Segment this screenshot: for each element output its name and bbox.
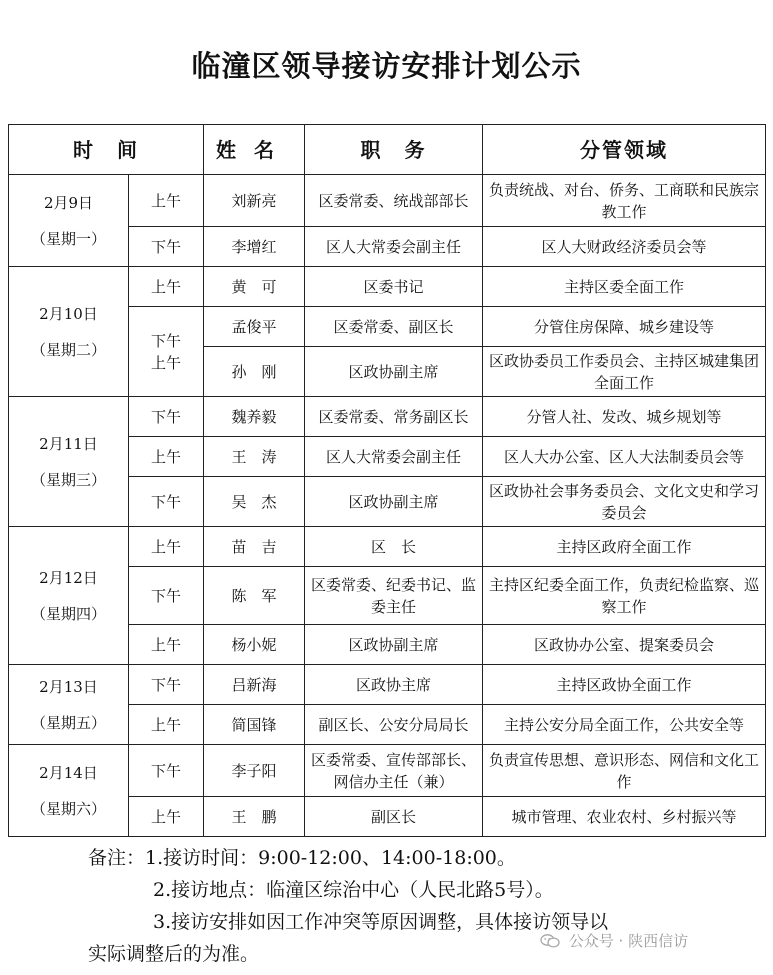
name-cell: 魏养毅 (204, 397, 305, 437)
table-row (9, 745, 766, 797)
position-cell: 区政协副主席 (305, 347, 483, 397)
period-line: 上午 (150, 353, 181, 372)
day-weekday: （星期一） (30, 229, 106, 248)
day-cell (9, 745, 129, 837)
position-cell: 区委常委、常务副区长 (305, 397, 483, 437)
position-cell: 区 长 (305, 527, 483, 567)
period-cell: 上午 (129, 705, 204, 745)
area-cell: 分管人社、发改、城乡规划等 (483, 397, 766, 437)
name-cell: 吴 杰 (204, 477, 305, 527)
period-cell (129, 307, 204, 397)
period-cell: 上午 (129, 175, 204, 227)
position-cell: 区人大常委会副主任 (305, 227, 483, 267)
area-cell: 分管住房保障、城乡建设等 (483, 307, 766, 347)
name-cell: 李增红 (204, 227, 305, 267)
position-cell: 区委常委、副区长 (305, 307, 483, 347)
period-cell: 下午 (129, 745, 204, 797)
period-cell: 上午 (129, 797, 204, 837)
area-cell: 区政协委员工作委员会、主持区城建集团全面工作 (483, 347, 766, 397)
page-title: 临潼区领导接访安排计划公示 (191, 49, 582, 83)
header-time: 时 间 (9, 125, 204, 175)
day-cell (9, 397, 129, 527)
area-cell: 主持区政府全面工作 (483, 527, 766, 567)
position-cell: 区委常委、纪委书记、监委主任 (305, 567, 483, 625)
position-cell: 区人大常委会副主任 (305, 437, 483, 477)
note-line: 2.接访地点：临潼区综治中心（人民北路5号）。 (153, 879, 554, 901)
area-cell: 主持区委全面工作 (483, 267, 766, 307)
name-cell: 陈 军 (204, 567, 305, 625)
area-cell: 负责统战、对台、侨务、工商联和民族宗教工作 (483, 175, 766, 227)
position-cell: 副区长、公安分局局长 (305, 705, 483, 745)
header-position: 职 务 (305, 125, 483, 175)
name-cell: 王 鹏 (204, 797, 305, 837)
period-cell: 下午 (129, 567, 204, 625)
name-cell: 孟俊平 (204, 307, 305, 347)
period-cell: 下午 (129, 397, 204, 437)
area-cell: 城市管理、农业农村、乡村振兴等 (483, 797, 766, 837)
table-row (9, 665, 766, 705)
name-cell: 吕新海 (204, 665, 305, 705)
day-weekday: （星期四） (30, 604, 106, 623)
name-cell: 简国锋 (204, 705, 305, 745)
header-area: 分管领域 (483, 125, 766, 175)
day-weekday: （星期三） (30, 470, 106, 489)
period-cell: 上午 (129, 437, 204, 477)
position-cell: 副区长 (305, 797, 483, 837)
area-cell: 主持公安分局全面工作，公共安全等 (483, 705, 766, 745)
area-cell: 负责宣传思想、意识形态、网信和文化工作 (483, 745, 766, 797)
table-row (9, 527, 766, 567)
day-date: 2月13日 (39, 677, 98, 696)
area-cell: 主持区纪委全面工作，负责纪检监察、巡察工作 (483, 567, 766, 625)
note-line: 实际调整后的为准。 (88, 943, 260, 965)
name-cell: 刘新亮 (204, 175, 305, 227)
area-cell: 区人大办公室、区人大法制委员会等 (483, 437, 766, 477)
position-cell: 区政协副主席 (305, 625, 483, 665)
area-cell: 区政协办公室、提案委员会 (483, 625, 766, 665)
header-name: 姓名 (204, 125, 305, 175)
day-date: 2月14日 (39, 763, 98, 782)
name-cell: 李子阳 (204, 745, 305, 797)
table-header-row (9, 125, 766, 175)
name-cell: 苗 吉 (204, 527, 305, 567)
position-cell: 区委常委、统战部部长 (305, 175, 483, 227)
period-cell: 下午 (129, 665, 204, 705)
period-cell: 上午 (129, 625, 204, 665)
table-row (9, 397, 766, 437)
period-cell: 上午 (129, 267, 204, 307)
area-cell: 区人大财政经济委员会等 (483, 227, 766, 267)
area-cell: 区政协社会事务委员会、文化文史和学习委员会 (483, 477, 766, 527)
schedule-table (8, 124, 766, 837)
watermark (540, 930, 688, 951)
table-row (9, 175, 766, 227)
wechat-icon (540, 934, 560, 948)
day-cell (9, 175, 129, 267)
day-date: 2月10日 (39, 304, 98, 323)
period-line: 下午 (150, 331, 181, 350)
day-weekday: （星期五） (30, 713, 106, 732)
watermark-label: 公众号 · 陕西信访 (568, 932, 689, 950)
name-cell: 孙 刚 (204, 347, 305, 397)
day-date: 2月11日 (39, 434, 98, 453)
name-cell: 杨小妮 (204, 625, 305, 665)
period-cell: 下午 (129, 477, 204, 527)
day-weekday: （星期六） (30, 799, 106, 818)
area-cell: 主持区政协全面工作 (483, 665, 766, 705)
note-line: 备注：1.接访时间：9:00-12:00、14:00-18:00。 (88, 847, 516, 869)
period-cell: 下午 (129, 227, 204, 267)
position-cell: 区委常委、宣传部部长、网信办主任（兼） (305, 745, 483, 797)
table-row (9, 267, 766, 307)
name-cell: 黄 可 (204, 267, 305, 307)
note-line: 3.接访安排如因工作冲突等原因调整，具体接访领导以 (153, 911, 609, 933)
period-cell: 上午 (129, 527, 204, 567)
day-date: 2月9日 (43, 193, 94, 212)
position-cell: 区政协副主席 (305, 477, 483, 527)
position-cell: 区委书记 (305, 267, 483, 307)
day-cell (9, 267, 129, 397)
position-cell: 区政协主席 (305, 665, 483, 705)
day-cell (9, 665, 129, 745)
day-cell (9, 527, 129, 665)
day-weekday: （星期二） (30, 340, 106, 359)
name-cell: 王 涛 (204, 437, 305, 477)
day-date: 2月12日 (39, 568, 98, 587)
